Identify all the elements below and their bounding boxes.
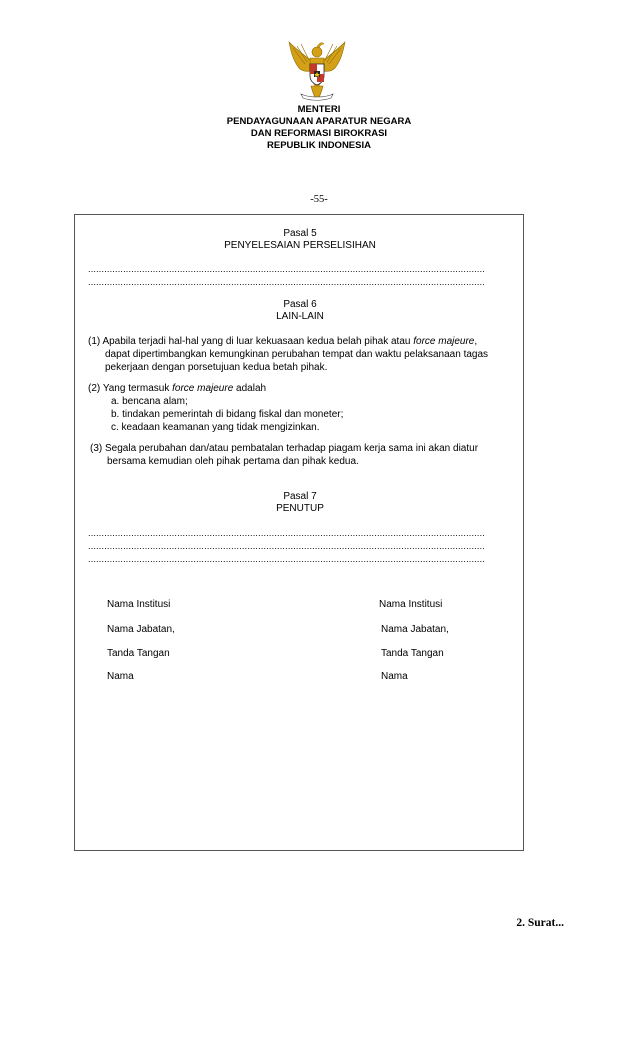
header-line: DAN REFORMASI BIROKRASI: [250, 128, 388, 139]
signature-left-name: Nama: [107, 671, 134, 682]
dotted-line: ...................................................................................................................................................: [88, 264, 485, 274]
header-line: PENDAYAGUNAAN APARATUR NEGARA: [226, 116, 412, 127]
signature-left-sign: Tanda Tangan: [107, 648, 170, 659]
pasal6-item1-line1: (1) Apabila terjadi hal-hal yang di luar kekuasaan kedua belah pihak atau force majeure,: [88, 336, 478, 347]
signature-right-sign: Tanda Tangan: [381, 648, 444, 659]
header-line: MENTERI: [297, 104, 341, 115]
dotted-line: ...................................................................................................................................................: [88, 528, 485, 538]
signature-right-name: Nama: [381, 671, 408, 682]
pasal6-item1-line3: pekerjaan dengan porsetujuan kedua betah pihak.: [105, 362, 328, 373]
ministry-header: [0, 104, 638, 152]
pasal6-item3-line1: (3) Segala perubahan dan/atau pembatalan terhadap piagam kerja sama ini akan diatur: [90, 443, 479, 454]
pasal6-item1-line2: dapat dipertimbangkan kemungkinan perubahan tempat dan waktu pelaksanaan tagas: [105, 349, 489, 360]
dotted-line: ...................................................................................................................................................: [88, 277, 485, 287]
list-item: a. bencana alam;: [111, 396, 188, 407]
pasal5-subtitle: PENYELESAIAN PERSELISIHAN: [224, 240, 376, 251]
pasal6-title: Pasal 6: [283, 299, 317, 310]
next-page-reference: 2. Surat...: [516, 917, 564, 929]
pasal5-title: Pasal 5: [283, 228, 317, 239]
dotted-line: ...................................................................................................................................................: [88, 554, 485, 564]
content-box: [74, 214, 524, 851]
header-line: REPUBLIK INDONESIA: [267, 140, 371, 151]
signature-right-institution: Nama Institusi: [379, 599, 443, 610]
page-number: -55-: [310, 194, 328, 205]
pasal7-title: Pasal 7: [283, 491, 317, 502]
signature-right-position: Nama Jabatan,: [381, 624, 449, 635]
garuda-emblem-icon: [283, 38, 351, 106]
pasal6-item3-line2: bersama kemudian oleh pihak pertama dan pihak kedua.: [107, 456, 359, 467]
pasal6-item2-line: (2) Yang termasuk force majeure adalah: [88, 383, 267, 394]
list-item: c. keadaan keamanan yang tidak mengizinkan.: [111, 422, 320, 433]
signature-left-position: Nama Jabatan,: [107, 624, 175, 635]
signature-left-institution: Nama Institusi: [107, 599, 171, 610]
pasal7-subtitle: PENUTUP: [276, 503, 324, 514]
pasal6-subtitle: LAIN-LAIN: [276, 311, 324, 322]
list-item: b. tindakan pemerintah di bidang fiskal dan moneter;: [111, 409, 344, 420]
dotted-line: ...................................................................................................................................................: [88, 541, 485, 551]
